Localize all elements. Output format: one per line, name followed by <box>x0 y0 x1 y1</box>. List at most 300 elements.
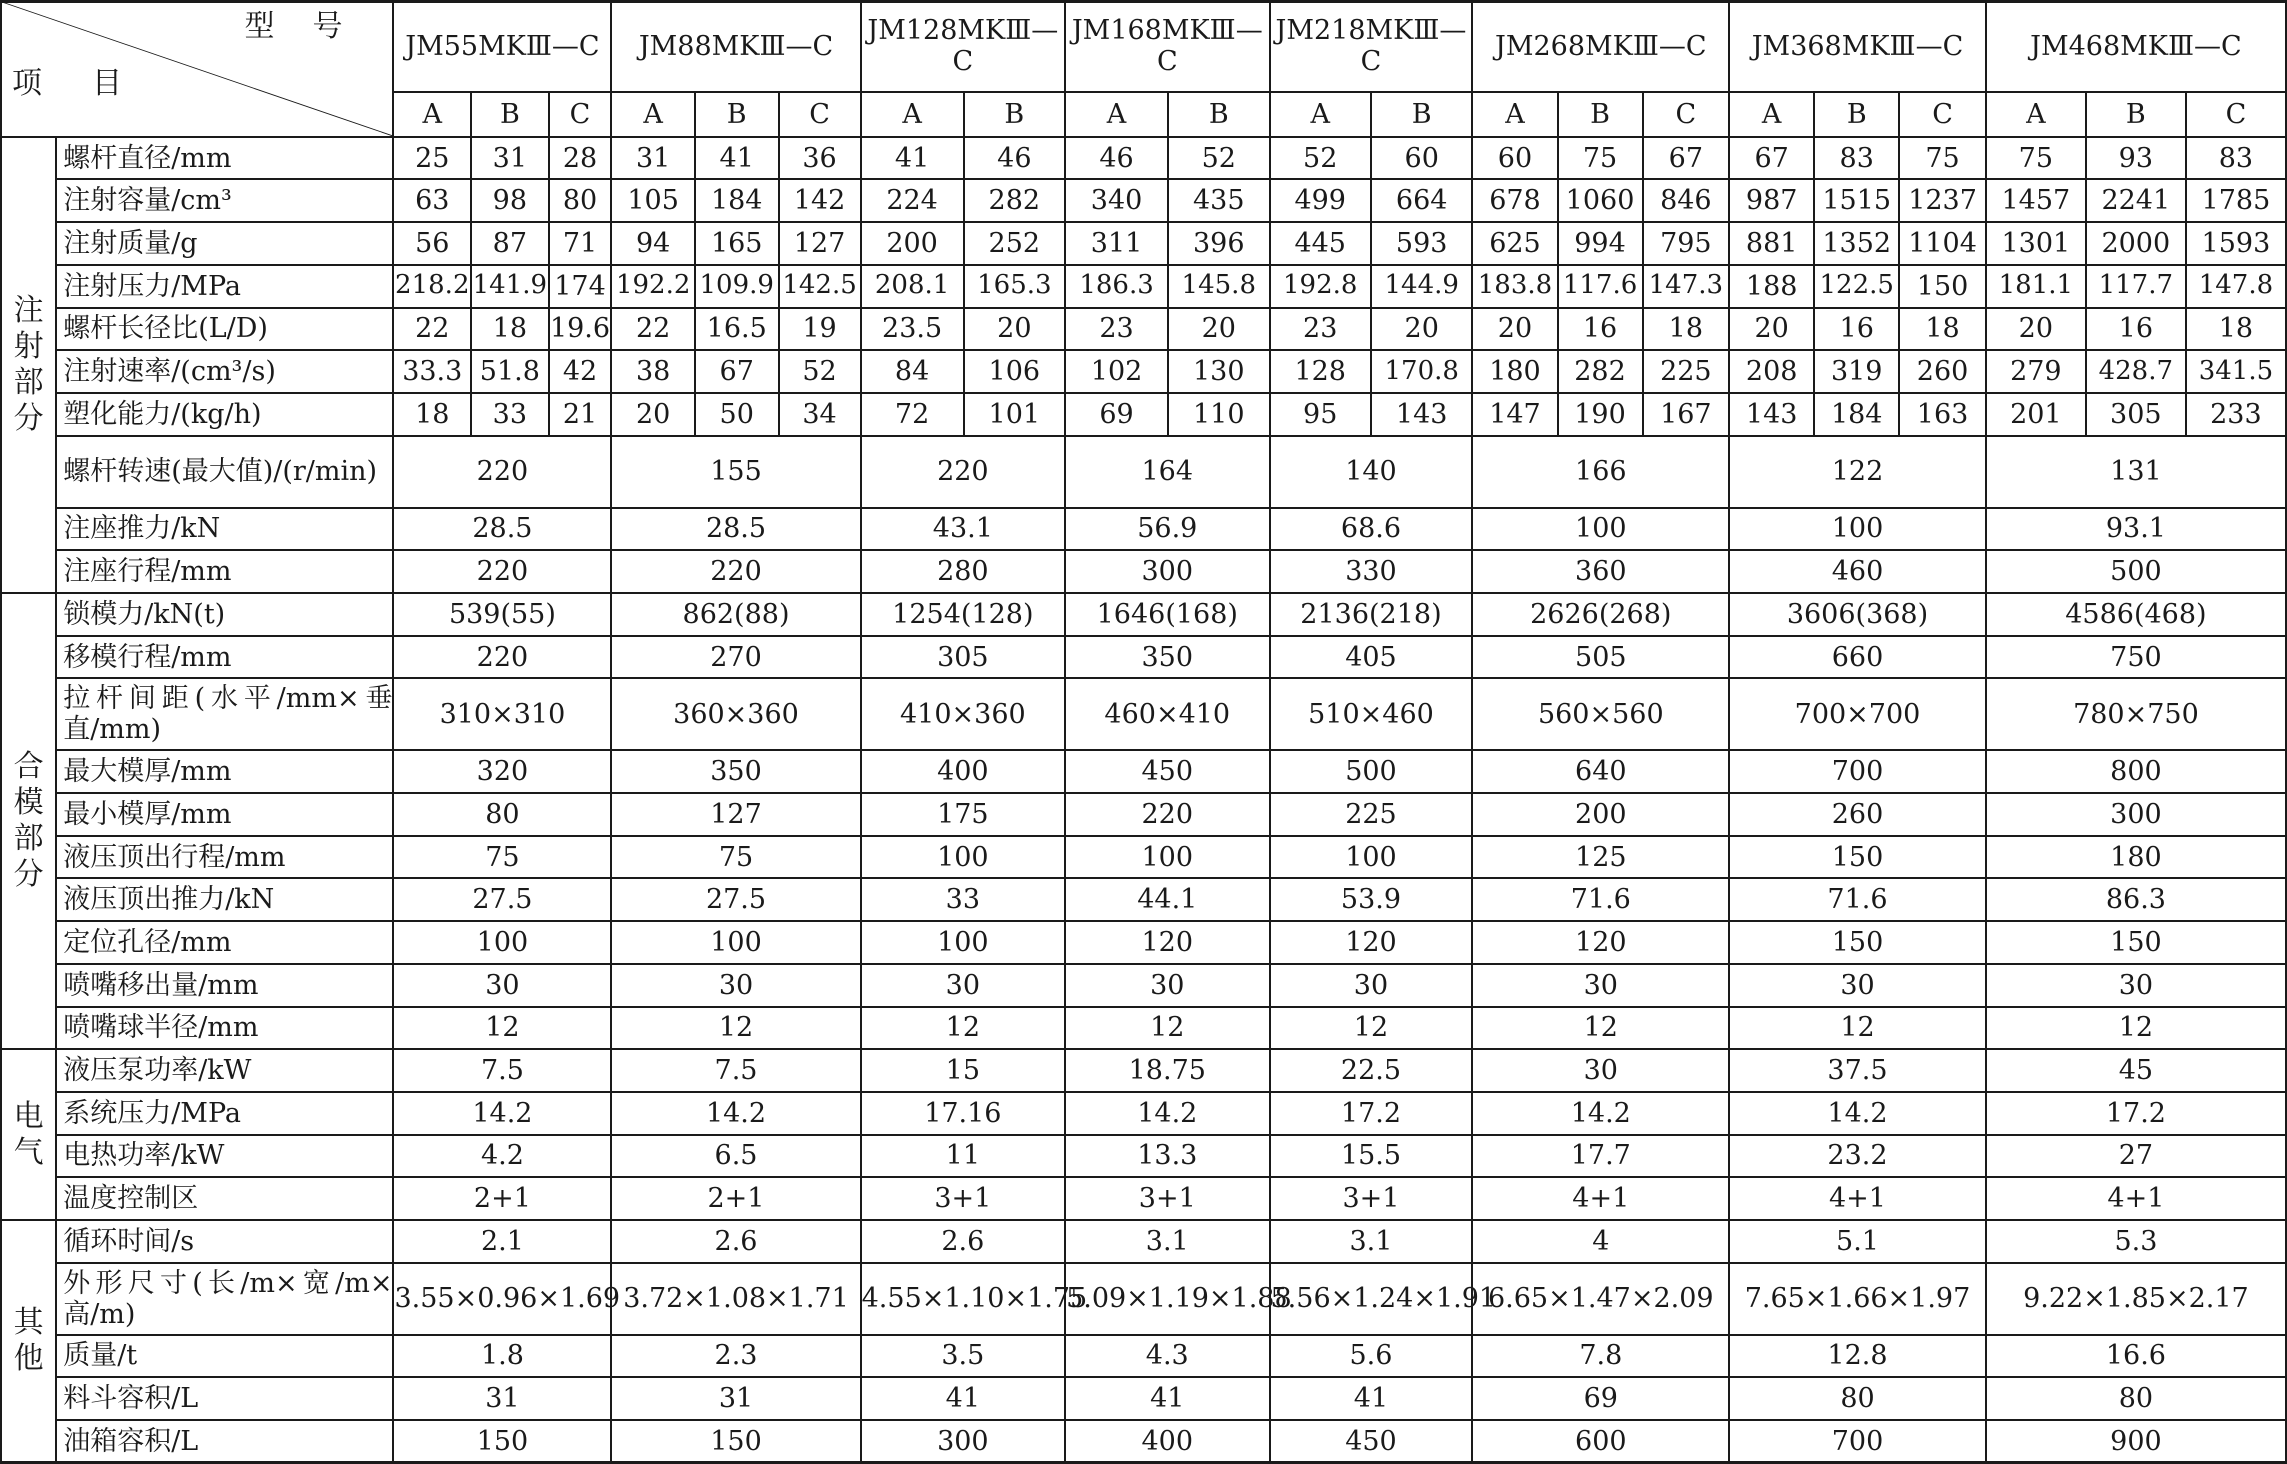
row-label: 塑化能力/(kg/h) <box>56 393 393 436</box>
variant-header: B <box>1371 92 1472 137</box>
value-cell: 30 <box>1270 964 1473 1007</box>
value-cell: 20 <box>1472 308 1557 351</box>
value-cell: 279 <box>1986 350 2086 393</box>
value-cell: 1515 <box>1814 179 1899 222</box>
row-label: 注射质量/g <box>56 222 393 265</box>
value-cell: 109.9 <box>695 265 779 308</box>
row-label: 锁模力/kN(t) <box>56 593 393 636</box>
value-cell: 4.55×1.10×1.75 <box>861 1263 1065 1335</box>
value-cell: 12.8 <box>1729 1335 1986 1378</box>
value-cell: 360 <box>1472 550 1729 593</box>
value-cell: 660 <box>1729 636 1986 679</box>
table-row <box>1 393 2286 436</box>
value-cell: 305 <box>861 636 1065 679</box>
value-cell: 200 <box>861 222 964 265</box>
value-cell: 192.2 <box>611 265 695 308</box>
value-cell: 2.1 <box>393 1220 611 1263</box>
row-label: 注射容量/cm³ <box>56 179 393 222</box>
value-cell: 23 <box>1270 308 1371 351</box>
value-cell: 3+1 <box>861 1177 1065 1220</box>
value-cell: 300 <box>1065 550 1269 593</box>
value-cell: 71.6 <box>1729 878 1986 921</box>
value-cell: 80 <box>1986 1377 2286 1420</box>
value-cell: 2+1 <box>611 1177 860 1220</box>
value-cell: 510×460 <box>1270 678 1473 750</box>
value-cell: 34 <box>779 393 861 436</box>
value-cell: 41 <box>695 137 779 180</box>
value-cell: 150 <box>611 1420 860 1463</box>
value-cell: 700 <box>1729 1420 1986 1463</box>
value-cell: 30 <box>1065 964 1269 1007</box>
value-cell: 3.1 <box>1065 1220 1269 1263</box>
value-cell: 72 <box>861 393 964 436</box>
variant-header: A <box>1986 92 2086 137</box>
value-cell: 150 <box>393 1420 611 1463</box>
variant-header: C <box>1643 92 1730 137</box>
value-cell: 180 <box>1986 836 2286 879</box>
model-header: JM468MKⅢ—C <box>1986 1 2286 92</box>
value-cell: 68.6 <box>1270 508 1473 551</box>
table-row <box>1 1420 2286 1463</box>
value-cell: 7.8 <box>1472 1335 1729 1378</box>
value-cell: 83 <box>1814 137 1899 180</box>
value-cell: 23.5 <box>861 308 964 351</box>
value-cell: 3+1 <box>1270 1177 1473 1220</box>
value-cell: 7.65×1.66×1.97 <box>1729 1263 1986 1335</box>
value-cell: 46 <box>964 137 1065 180</box>
value-cell: 190 <box>1558 393 1643 436</box>
variant-header: B <box>1168 92 1269 137</box>
value-cell: 100 <box>1065 836 1269 879</box>
value-cell: 5.1 <box>1729 1220 1986 1263</box>
value-cell: 5.6 <box>1270 1335 1473 1378</box>
value-cell: 28.5 <box>611 508 860 551</box>
value-cell: 20 <box>964 308 1065 351</box>
value-cell: 450 <box>1065 750 1269 793</box>
value-cell: 155 <box>611 436 860 508</box>
value-cell: 30 <box>1986 964 2286 1007</box>
value-cell: 450 <box>1270 1420 1473 1463</box>
model-header: JM128MKⅢ—C <box>861 1 1065 92</box>
value-cell: 400 <box>861 750 1065 793</box>
value-cell: 18 <box>2186 308 2286 351</box>
value-cell: 428.7 <box>2086 350 2186 393</box>
table-row <box>1 508 2286 551</box>
value-cell: 700×700 <box>1729 678 1986 750</box>
value-cell: 208 <box>1729 350 1814 393</box>
value-cell: 14.2 <box>1729 1092 1986 1135</box>
model-header: JM368MKⅢ—C <box>1729 1 1986 92</box>
value-cell: 5.09×1.19×1.88 <box>1065 1263 1269 1335</box>
value-cell: 500 <box>1986 550 2286 593</box>
value-cell: 25 <box>393 137 471 180</box>
value-cell: 3.5 <box>861 1335 1065 1378</box>
value-cell: 100 <box>1729 508 1986 551</box>
value-cell: 87 <box>471 222 549 265</box>
value-cell: 1593 <box>2186 222 2286 265</box>
header-model-row <box>1 1 2286 92</box>
value-cell: 1646(168) <box>1065 593 1269 636</box>
table-row <box>1 436 2286 508</box>
row-label: 液压泵功率/kW <box>56 1049 393 1092</box>
value-cell: 18 <box>1899 308 1986 351</box>
section-injection: 注射部分 <box>1 137 56 593</box>
model-header: JM268MKⅢ—C <box>1472 1 1729 92</box>
value-cell: 33 <box>471 393 549 436</box>
value-cell: 84 <box>861 350 964 393</box>
value-cell: 18.75 <box>1065 1049 1269 1092</box>
value-cell: 75 <box>393 836 611 879</box>
value-cell: 86.3 <box>1986 878 2286 921</box>
value-cell: 1785 <box>2186 179 2286 222</box>
value-cell: 147.8 <box>2186 265 2286 308</box>
value-cell: 341.5 <box>2186 350 2286 393</box>
value-cell: 150 <box>1899 265 1986 308</box>
value-cell: 125 <box>1472 836 1729 879</box>
table-row <box>1 921 2286 964</box>
value-cell: 192.8 <box>1270 265 1371 308</box>
value-cell: 340 <box>1065 179 1168 222</box>
value-cell: 678 <box>1472 179 1557 222</box>
value-cell: 100 <box>1472 508 1729 551</box>
value-cell: 181.1 <box>1986 265 2086 308</box>
value-cell: 260 <box>1729 793 1986 836</box>
value-cell: 2.6 <box>861 1220 1065 1263</box>
value-cell: 30 <box>1472 1049 1729 1092</box>
table-row <box>1 265 2286 308</box>
table-row <box>1 836 2286 879</box>
value-cell: 147 <box>1472 393 1557 436</box>
variant-header: B <box>2086 92 2186 137</box>
variant-header: A <box>611 92 695 137</box>
value-cell: 15.5 <box>1270 1135 1473 1178</box>
value-cell: 67 <box>695 350 779 393</box>
variant-header: C <box>549 92 612 137</box>
value-cell: 3.72×1.08×1.71 <box>611 1263 860 1335</box>
value-cell: 593 <box>1371 222 1472 265</box>
value-cell: 2000 <box>2086 222 2186 265</box>
value-cell: 188 <box>1729 265 1814 308</box>
value-cell: 142 <box>779 179 861 222</box>
table-row <box>1 350 2286 393</box>
value-cell: 19.6 <box>549 308 612 351</box>
value-cell: 18 <box>393 393 471 436</box>
row-label: 最大模厚/mm <box>56 750 393 793</box>
value-cell: 20 <box>1729 308 1814 351</box>
value-cell: 1254(128) <box>861 593 1065 636</box>
value-cell: 3.55×0.96×1.69 <box>393 1263 611 1335</box>
variant-header: B <box>695 92 779 137</box>
value-cell: 233 <box>2186 393 2286 436</box>
value-cell: 184 <box>695 179 779 222</box>
value-cell: 75 <box>1899 137 1986 180</box>
value-cell: 52 <box>1168 137 1269 180</box>
value-cell: 27.5 <box>393 878 611 921</box>
value-cell: 17.16 <box>861 1092 1065 1135</box>
value-cell: 300 <box>861 1420 1065 1463</box>
model-header: JM218MKⅢ—C <box>1270 1 1473 92</box>
value-cell: 14.2 <box>611 1092 860 1135</box>
value-cell: 110 <box>1168 393 1269 436</box>
value-cell: 7.5 <box>611 1049 860 1092</box>
value-cell: 220 <box>393 550 611 593</box>
value-cell: 224 <box>861 179 964 222</box>
value-cell: 117.6 <box>1558 265 1643 308</box>
table-row <box>1 1335 2286 1378</box>
value-cell: 350 <box>1065 636 1269 679</box>
value-cell: 122 <box>1729 436 1986 508</box>
value-cell: 9.22×1.85×2.17 <box>1986 1263 2286 1335</box>
value-cell: 1.8 <box>393 1335 611 1378</box>
table-row <box>1 636 2286 679</box>
value-cell: 102 <box>1065 350 1168 393</box>
value-cell: 13.3 <box>1065 1135 1269 1178</box>
value-cell: 71.6 <box>1472 878 1729 921</box>
value-cell: 142.5 <box>779 265 861 308</box>
value-cell: 1060 <box>1558 179 1643 222</box>
value-cell: 539(55) <box>393 593 611 636</box>
value-cell: 31 <box>471 137 549 180</box>
value-cell: 31 <box>611 137 695 180</box>
value-cell: 56 <box>393 222 471 265</box>
value-cell: 225 <box>1643 350 1730 393</box>
value-cell: 17.2 <box>1270 1092 1473 1135</box>
value-cell: 127 <box>779 222 861 265</box>
value-cell: 350 <box>611 750 860 793</box>
row-label: 料斗容积/L <box>56 1377 393 1420</box>
value-cell: 16 <box>2086 308 2186 351</box>
value-cell: 600 <box>1472 1420 1729 1463</box>
header-corner-cell <box>1 1 393 137</box>
value-cell: 14.2 <box>1472 1092 1729 1135</box>
row-label: 电热功率/kW <box>56 1135 393 1178</box>
value-cell: 30 <box>1472 964 1729 1007</box>
value-cell: 51.8 <box>471 350 549 393</box>
value-cell: 311 <box>1065 222 1168 265</box>
value-cell: 46 <box>1065 137 1168 180</box>
value-cell: 52 <box>1270 137 1371 180</box>
table-row <box>1 1092 2286 1135</box>
value-cell: 33.3 <box>393 350 471 393</box>
value-cell: 795 <box>1643 222 1730 265</box>
value-cell: 560×560 <box>1472 678 1729 750</box>
value-cell: 435 <box>1168 179 1269 222</box>
table-row <box>1 678 2286 750</box>
value-cell: 150 <box>1986 921 2286 964</box>
value-cell: 17.7 <box>1472 1135 1729 1178</box>
value-cell: 270 <box>611 636 860 679</box>
value-cell: 12 <box>861 1007 1065 1050</box>
variant-header: A <box>1729 92 1814 137</box>
row-label: 最小模厚/mm <box>56 793 393 836</box>
variant-header: B <box>1814 92 1899 137</box>
value-cell: 94 <box>611 222 695 265</box>
value-cell: 83 <box>2186 137 2286 180</box>
variant-header: A <box>1472 92 1557 137</box>
variant-header: C <box>779 92 861 137</box>
value-cell: 60 <box>1371 137 1472 180</box>
value-cell: 405 <box>1270 636 1473 679</box>
value-cell: 164 <box>1065 436 1269 508</box>
value-cell: 4.3 <box>1065 1335 1269 1378</box>
value-cell: 310×310 <box>393 678 611 750</box>
value-cell: 987 <box>1729 179 1814 222</box>
value-cell: 63 <box>393 179 471 222</box>
value-cell: 56.9 <box>1065 508 1269 551</box>
value-cell: 27.5 <box>611 878 860 921</box>
table-row <box>1 1049 2286 1092</box>
value-cell: 900 <box>1986 1420 2286 1463</box>
value-cell: 50 <box>695 393 779 436</box>
value-cell: 52 <box>779 350 861 393</box>
value-cell: 27 <box>1986 1135 2286 1178</box>
value-cell: 2+1 <box>393 1177 611 1220</box>
value-cell: 1237 <box>1899 179 1986 222</box>
value-cell: 260 <box>1899 350 1986 393</box>
value-cell: 93 <box>2086 137 2186 180</box>
value-cell: 180 <box>1472 350 1557 393</box>
value-cell: 166 <box>1472 436 1729 508</box>
variant-header: A <box>1270 92 1371 137</box>
value-cell: 18 <box>471 308 549 351</box>
table-row <box>1 1177 2286 1220</box>
table-row <box>1 750 2286 793</box>
value-cell: 200 <box>1472 793 1729 836</box>
row-label: 注射速率/(cm³/s) <box>56 350 393 393</box>
value-cell: 208.1 <box>861 265 964 308</box>
row-label: 质量/t <box>56 1335 393 1378</box>
value-cell: 93.1 <box>1986 508 2286 551</box>
value-cell: 106 <box>964 350 1065 393</box>
value-cell: 75 <box>611 836 860 879</box>
value-cell: 128 <box>1270 350 1371 393</box>
value-cell: 225 <box>1270 793 1473 836</box>
value-cell: 220 <box>611 550 860 593</box>
row-label: 温度控制区 <box>56 1177 393 1220</box>
value-cell: 183.8 <box>1472 265 1557 308</box>
value-cell: 67 <box>1729 137 1814 180</box>
value-cell: 4+1 <box>1729 1177 1986 1220</box>
value-cell: 30 <box>393 964 611 1007</box>
table-row <box>1 1263 2286 1335</box>
value-cell: 846 <box>1643 179 1730 222</box>
row-label: 喷嘴移出量/mm <box>56 964 393 1007</box>
row-label: 注射压力/MPa <box>56 265 393 308</box>
value-cell: 20 <box>611 393 695 436</box>
value-cell: 165.3 <box>964 265 1065 308</box>
value-cell: 150 <box>1729 836 1986 879</box>
value-cell: 220 <box>861 436 1065 508</box>
value-cell: 17.2 <box>1986 1092 2286 1135</box>
model-header: JM88MKⅢ—C <box>611 1 860 92</box>
row-label: 拉杆间距(水平/mm×垂直/mm) <box>56 678 393 750</box>
value-cell: 700 <box>1729 750 1986 793</box>
value-cell: 12 <box>393 1007 611 1050</box>
value-cell: 505 <box>1472 636 1729 679</box>
value-cell: 36 <box>779 137 861 180</box>
row-label: 液压顶出行程/mm <box>56 836 393 879</box>
value-cell: 22 <box>611 308 695 351</box>
value-cell: 2.3 <box>611 1335 860 1378</box>
value-cell: 41 <box>861 137 964 180</box>
corner-model-label: 型号 <box>244 9 381 44</box>
corner-item-label: 项目 <box>12 66 172 102</box>
value-cell: 145.8 <box>1168 265 1269 308</box>
variant-header: B <box>964 92 1065 137</box>
value-cell: 71 <box>549 222 612 265</box>
value-cell: 22.5 <box>1270 1049 1473 1092</box>
value-cell: 120 <box>1065 921 1269 964</box>
value-cell: 410×360 <box>861 678 1065 750</box>
value-cell: 21 <box>549 393 612 436</box>
row-label: 系统压力/MPa <box>56 1092 393 1135</box>
table-row <box>1 1007 2286 1050</box>
value-cell: 360×360 <box>611 678 860 750</box>
table-row <box>1 308 2286 351</box>
value-cell: 218.2 <box>393 265 471 308</box>
value-cell: 4.2 <box>393 1135 611 1178</box>
table-row <box>1 179 2286 222</box>
value-cell: 15 <box>861 1049 1065 1092</box>
value-cell: 16.5 <box>695 308 779 351</box>
value-cell: 319 <box>1814 350 1899 393</box>
value-cell: 141.9 <box>471 265 549 308</box>
table-row <box>1 878 2286 921</box>
value-cell: 4+1 <box>1986 1177 2286 1220</box>
value-cell: 37.5 <box>1729 1049 1986 1092</box>
value-cell: 170.8 <box>1371 350 1472 393</box>
value-cell: 184 <box>1814 393 1899 436</box>
value-cell: 80 <box>549 179 612 222</box>
value-cell: 330 <box>1270 550 1473 593</box>
value-cell: 460 <box>1729 550 1986 593</box>
value-cell: 445 <box>1270 222 1371 265</box>
value-cell: 38 <box>611 350 695 393</box>
value-cell: 22 <box>393 308 471 351</box>
value-cell: 640 <box>1472 750 1729 793</box>
variant-header: B <box>1558 92 1643 137</box>
value-cell: 396 <box>1168 222 1269 265</box>
section-electrical: 电气 <box>1 1049 56 1220</box>
value-cell: 150 <box>1729 921 1986 964</box>
row-label: 注座行程/mm <box>56 550 393 593</box>
value-cell: 60 <box>1472 137 1557 180</box>
value-cell: 12 <box>1986 1007 2286 1050</box>
row-label: 定位孔径/mm <box>56 921 393 964</box>
variant-header: C <box>2186 92 2286 137</box>
row-label: 螺杆转速(最大值)/(r/min) <box>56 436 393 508</box>
value-cell: 19 <box>779 308 861 351</box>
value-cell: 80 <box>393 793 611 836</box>
value-cell: 252 <box>964 222 1065 265</box>
value-cell: 69 <box>1472 1377 1729 1420</box>
value-cell: 6.65×1.47×2.09 <box>1472 1263 1729 1335</box>
model-header: JM168MKⅢ—C <box>1065 1 1269 92</box>
value-cell: 100 <box>1270 836 1473 879</box>
value-cell: 1301 <box>1986 222 2086 265</box>
variant-header: C <box>1899 92 1986 137</box>
value-cell: 143 <box>1729 393 1814 436</box>
value-cell: 220 <box>393 436 611 508</box>
value-cell: 127 <box>611 793 860 836</box>
value-cell: 30 <box>1729 964 1986 1007</box>
value-cell: 4+1 <box>1472 1177 1729 1220</box>
value-cell: 175 <box>861 793 1065 836</box>
table-row <box>1 1377 2286 1420</box>
value-cell: 220 <box>1065 793 1269 836</box>
value-cell: 75 <box>1986 137 2086 180</box>
value-cell: 120 <box>1270 921 1473 964</box>
